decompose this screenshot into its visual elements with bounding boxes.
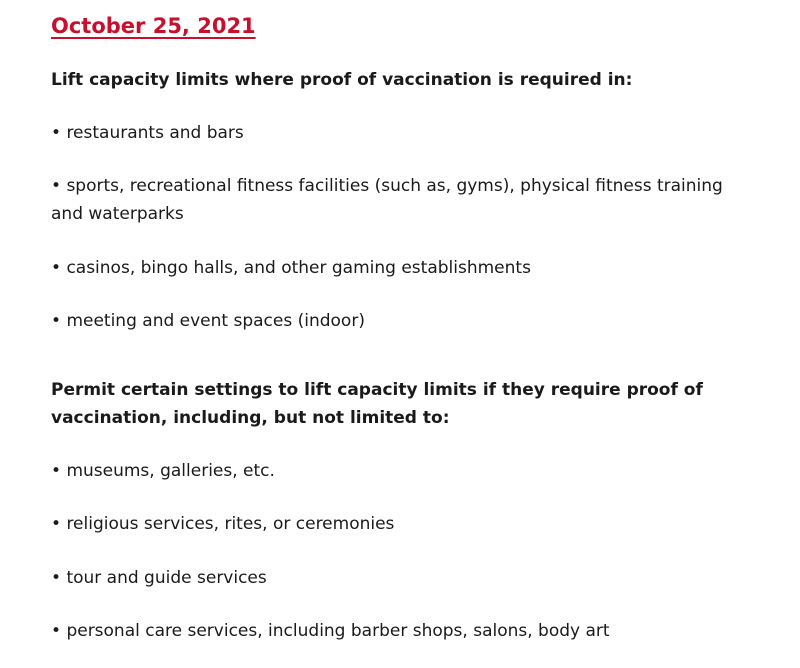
bullet-icon: •	[51, 514, 62, 534]
section2-heading: Permit certain settings to lift capacity limits if they require proof of vaccination, including, but not limited to:	[51, 380, 703, 428]
list-item	[51, 119, 731, 147]
bullet-icon: •	[51, 258, 62, 278]
list-item-text: museums, galleries, etc.	[66, 461, 275, 481]
bullet-icon: •	[51, 176, 62, 196]
bullet-icon: •	[51, 568, 62, 588]
list-item-text: personal care services, including barber shops, salons, body art	[66, 621, 610, 641]
list-item-text: restaurants and bars	[66, 123, 244, 143]
list-item	[51, 510, 731, 538]
list-item	[51, 457, 731, 485]
bullet-icon: •	[51, 123, 62, 143]
bullet-icon: •	[51, 621, 62, 641]
list-item-text: tour and guide services	[66, 568, 267, 588]
section1-heading: Lift capacity limits where proof of vaccination is required in:	[51, 70, 633, 90]
list-item	[51, 254, 731, 282]
bullet-icon: •	[51, 461, 62, 481]
list-item-text: meeting and event spaces (indoor)	[66, 311, 365, 331]
bullet-icon: •	[51, 311, 62, 331]
list-item	[51, 564, 731, 592]
date-heading: October 25, 2021	[51, 14, 256, 38]
list-item	[51, 172, 731, 228]
list-item-text: casinos, bingo halls, and other gaming establishments	[66, 258, 531, 278]
list-item	[51, 617, 731, 645]
list-item-text: religious services, rites, or ceremonies	[66, 514, 395, 534]
list-item-text: sports, recreational fitness facilities (such as, gyms), physical fitness training and waterparks	[51, 176, 723, 224]
list-item	[51, 307, 731, 335]
